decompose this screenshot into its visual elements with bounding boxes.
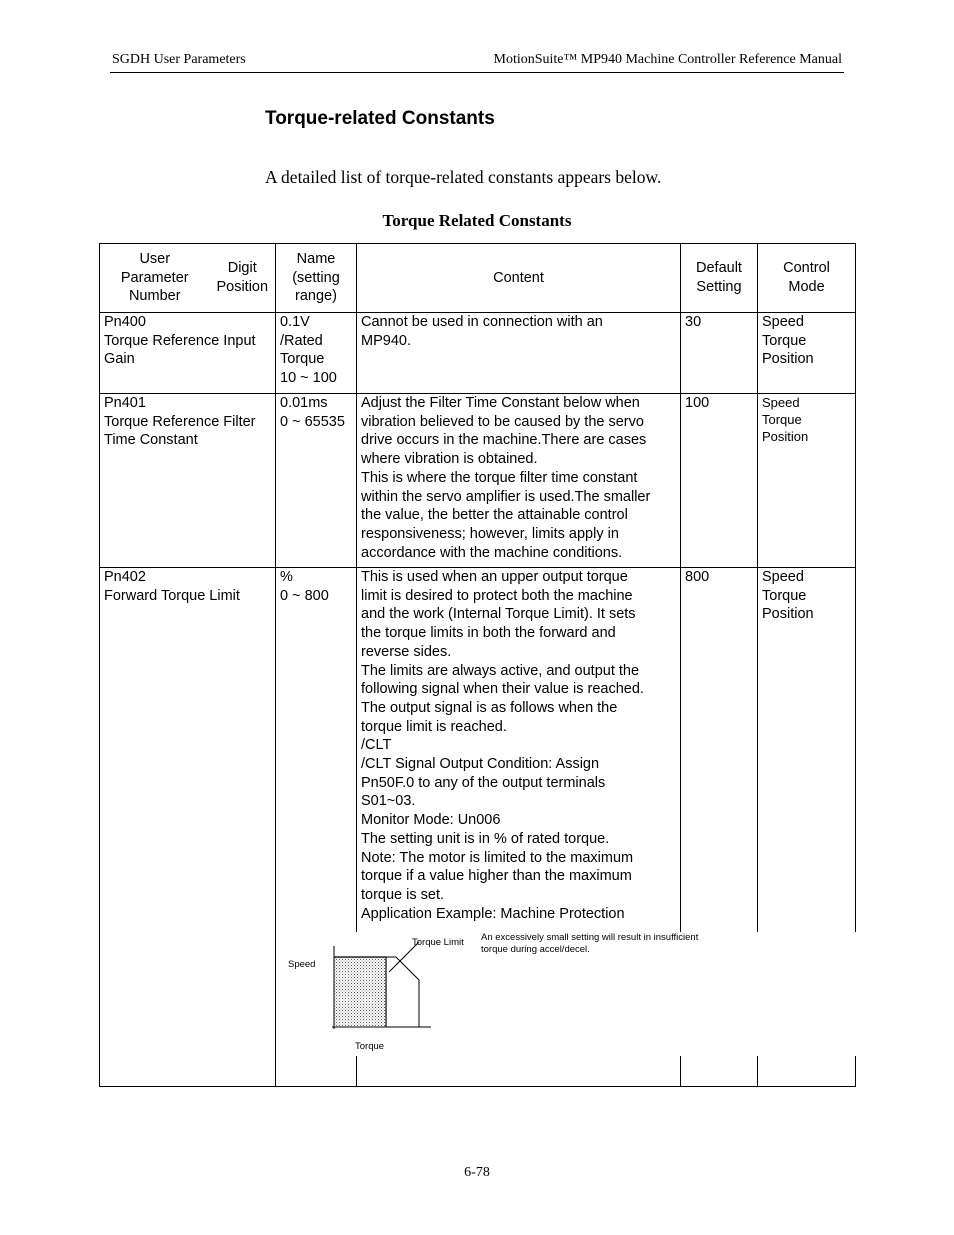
mode-cell-pn400: Speed Torque Position	[758, 313, 856, 394]
header-content: Content	[357, 244, 681, 313]
content-cell-pn402: This is used when an upper output torque limit is desired to protect both the machine and the work (Internal Torque Limit). It sets the torque limits in both the forward and reverse sides. The limits are always active, and output the following signal when their value is reached. The output signal is as follows when the torque limit is reached. /CLT /CLT Signal Output Condition: Assign Pn50F.0 to any of the output terminals S01~03. Monitor Mode: Un006 The setting unit is in % of rated torque. Note: The motor is limited to the maximum torque if a value higher than the maximum torque is set. Application Example: Machine Protection Torque Limit An excessively small setting will result in insufficient torque during accel/decel. Speed Torque	[357, 568, 681, 1087]
motor-curve	[386, 957, 419, 1027]
default-cell-pn400: 30	[681, 313, 758, 394]
speed-axis-label: Speed	[288, 959, 316, 970]
intro-paragraph: A detailed list of torque-related constants appears below.	[265, 167, 662, 187]
torque-axis-label: Torque	[355, 1041, 385, 1052]
torque-limit-label: Torque Limit	[412, 937, 464, 948]
limited-region	[334, 957, 386, 1027]
header-default-setting: Default Setting	[681, 244, 758, 313]
header-name-range: Name (setting range)	[276, 244, 357, 313]
mode-cell-pn401: Speed Torque Position	[758, 394, 856, 568]
param-cell-pn401: Pn401 Torque Reference Filter Time Constant	[100, 394, 276, 568]
table-row	[100, 394, 856, 568]
default-cell-pn402: 800	[681, 568, 758, 1087]
running-header-right: MotionSuite™ MP940 Machine Controller Reference Manual	[493, 52, 842, 67]
content-cell-pn400: Cannot be used in connection with an MP940.	[357, 313, 681, 394]
torque-constants-table	[99, 243, 856, 1087]
param-cell-pn402: Pn402 Forward Torque Limit	[100, 568, 276, 1087]
mode-cell-pn402: Speed Torque Position	[758, 568, 856, 1087]
name-cell-pn401: 0.01ms 0 ~ 65535	[276, 394, 357, 568]
table-header-row	[100, 244, 856, 313]
header-rule	[110, 72, 844, 73]
torque-limit-figure	[276, 932, 856, 1056]
name-cell-pn400: 0.1V /Rated Torque 10 ~ 100	[276, 313, 357, 394]
section-title: Torque-related Constants	[265, 108, 495, 129]
content-cell-pn401: Adjust the Filter Time Constant below when vibration believed to be caused by the servo drive occurs in the machine.There are cases where vibration is obtained. This is where the torque filter time constant within the servo amplifier is used.The smaller the value, the better the attainable control responsiveness; however, limits apply in accordance with the machine conditions.	[357, 394, 681, 568]
header-user-parameter: User Parameter Number	[100, 244, 210, 313]
table-row	[100, 313, 856, 394]
running-header-left: SGDH User Parameters	[112, 52, 246, 67]
header-control-mode: Control Mode	[758, 244, 856, 313]
header-digit-position: Digit Position	[210, 244, 276, 313]
table-row	[100, 568, 856, 1087]
page-number: 6-78	[464, 1165, 490, 1180]
default-cell-pn401: 100	[681, 394, 758, 568]
insufficient-torque-note: An excessively small setting will result in insufficient torque during accel/decel.	[481, 932, 699, 955]
param-cell-pn400: Pn400 Torque Reference Input Gain	[100, 313, 276, 394]
table-title: Torque Related Constants	[382, 211, 572, 230]
name-cell-pn402: % 0 ~ 800	[276, 568, 357, 1087]
